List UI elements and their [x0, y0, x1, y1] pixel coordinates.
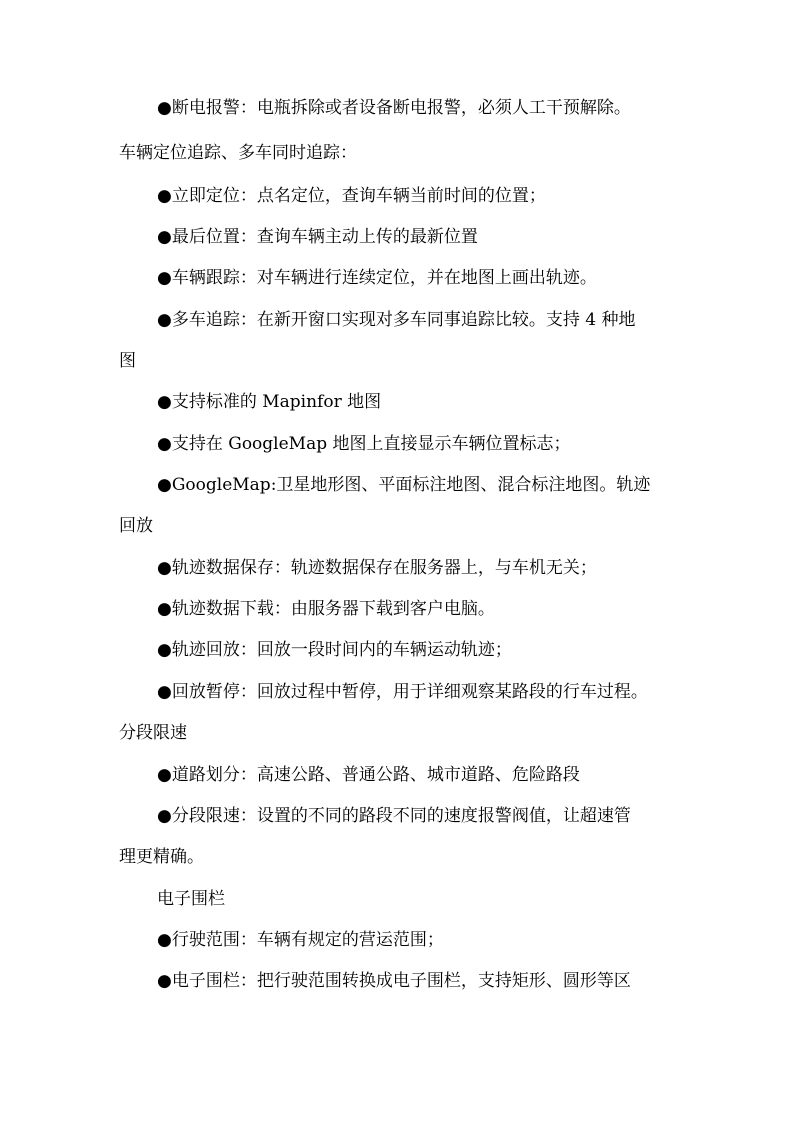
- section-heading: 车辆定位追踪、多车同时追踪：: [119, 143, 357, 163]
- section-heading: 电子围栏: [157, 889, 225, 909]
- paragraph-line: 理更精确。: [119, 847, 204, 867]
- paragraph-line: ●轨迹数据下载：由服务器下载到客户电脑。: [157, 599, 495, 619]
- paragraph-line: ●断电报警：电瓶拆除或者设备断电报警，必须人工干预解除。: [157, 98, 631, 118]
- paragraph-line: ●行驶范围：车辆有规定的营运范围；: [157, 930, 444, 950]
- paragraph-line: 回放: [119, 516, 153, 536]
- paragraph-line: ●GoogleMap:卫星地形图、平面标注地图、混合标注地图。轨迹: [157, 475, 651, 495]
- paragraph-line: 图: [119, 351, 136, 371]
- paragraph-line: ●电子围栏：把行驶范围转换成电子围栏，支持矩形、圆形等区: [157, 971, 631, 991]
- paragraph-line: ●回放暂停：回放过程中暂停，用于详细观察某路段的行车过程。: [157, 682, 648, 702]
- paragraph-line: ●分段限速：设置的不同的路段不同的速度报警阀值，让超速管: [157, 806, 631, 826]
- paragraph-line: ●立即定位：点名定位，查询车辆当前时间的位置；: [157, 186, 546, 206]
- paragraph-line: ●轨迹数据保存：轨迹数据保存在服务器上，与车机无关；: [157, 558, 597, 578]
- paragraph-line: ●道路划分：高速公路、普通公路、城市道路、危险路段: [157, 765, 580, 785]
- paragraph-line: ●多车追踪：在新开窗口实现对多车同事追踪比较。支持 4 种地: [157, 310, 636, 330]
- section-heading: 分段限速: [119, 723, 187, 743]
- paragraph-line: ●车辆跟踪：对车辆进行连续定位，并在地图上画出轨迹。: [157, 268, 597, 288]
- paragraph-line: ●轨迹回放：回放一段时间内的车辆运动轨迹；: [157, 640, 512, 660]
- paragraph-line: ●支持标准的 Mapinfor 地图: [157, 392, 382, 412]
- paragraph-line: ●支持在 GoogleMap 地图上直接显示车辆位置标志；: [157, 434, 571, 454]
- paragraph-line: ●最后位置：查询车辆主动上传的最新位置: [157, 227, 478, 247]
